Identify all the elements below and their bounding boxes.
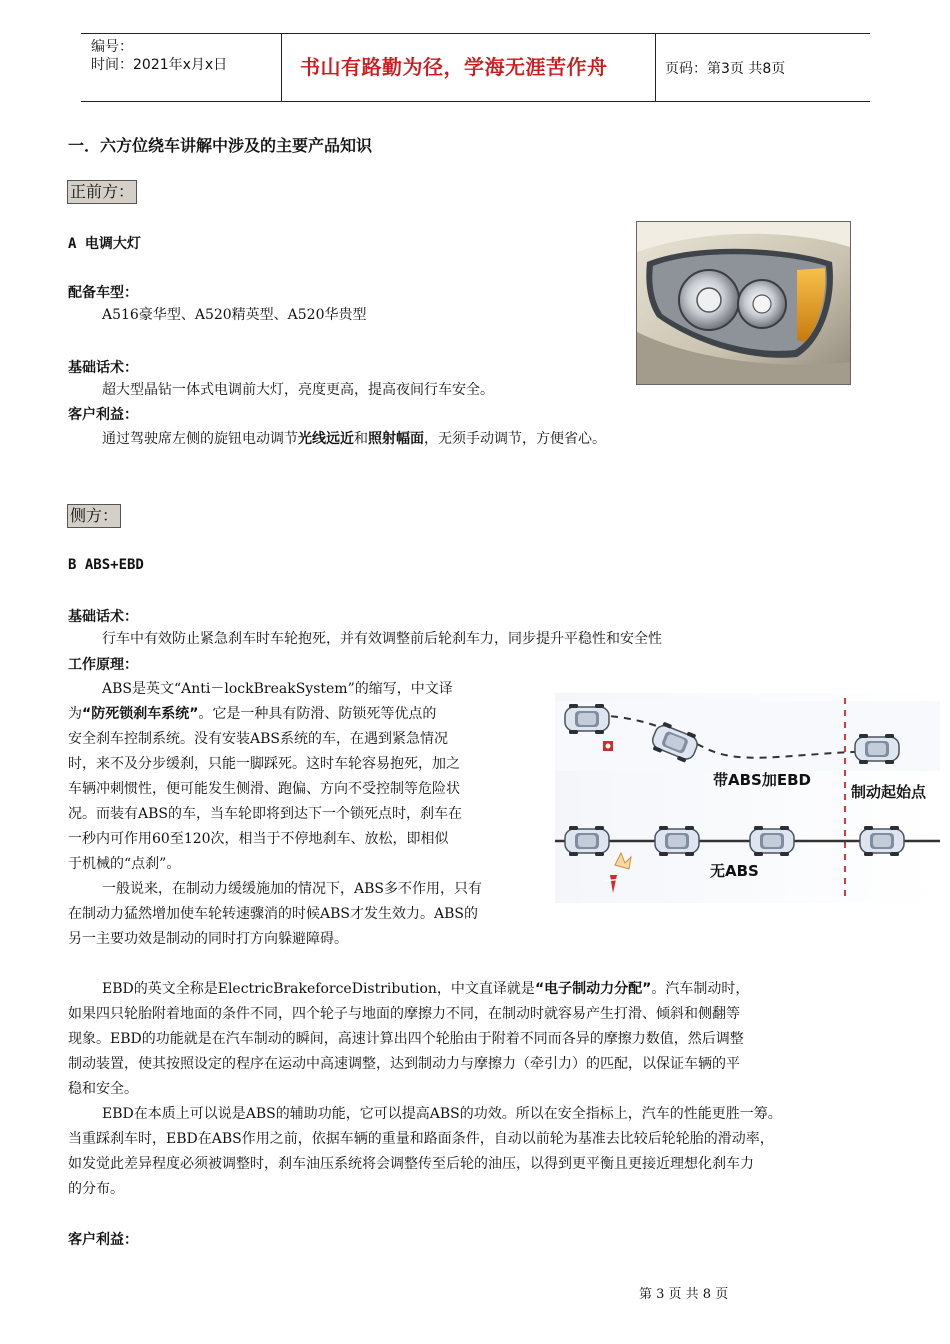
abs-line-4: 时，来不及分步缓刹，只能一脚踩死。这时车轮容易抱死，加之 xyxy=(68,756,460,772)
abs-line-3: 安全刹车控制系统。没有安装ABS系统的车，在遇到紧急情况 xyxy=(68,731,448,747)
page-footer: 第 3 页 共 8 页 xyxy=(639,1287,729,1302)
abs-line-9: 一般说来，在制动力缓缓施加的情况下，ABS多不作用，只有 xyxy=(102,881,482,897)
abs-line-2: 为“防死锁刹车系统”。它是一种具有防滑、防锁死等优点的 xyxy=(68,706,437,722)
ebd-line-8: 如发觉此差异程度必须被调整时，刹车油压系统将会调整传至后轮的油压，以得到更平衡且更接近理想化刹车力 xyxy=(68,1156,754,1172)
front-item-title: A 电调大灯 xyxy=(68,236,141,252)
models-label: 配备车型： xyxy=(68,285,138,301)
ebd-line-9: 的分布。 xyxy=(68,1181,124,1197)
label-brake-start: 制动起始点 xyxy=(851,783,927,801)
time-label: 时间：2021年x月x日 xyxy=(91,57,228,73)
side-talk-text: 行车中有效防止紧急刹车时车轮抱死，并有效调整前后轮刹车力，同步提升平稳性和安全性 xyxy=(102,631,662,647)
abs-line-1: ABS是英文“Anti－lockBreakSystem”的缩写，中文译 xyxy=(102,681,453,697)
front-talk-label: 基础话术： xyxy=(68,360,138,376)
abs-line-11: 另一主要功效是制动的同时打方向躲避障碍。 xyxy=(68,931,348,947)
motto: 书山有路勤为径，学海无涯苦作舟 xyxy=(300,55,608,79)
ebd-line-7: 当重踩刹车时，EBD在ABS作用之前，依据车辆的重量和路面条件，自动以前轮为基准去比较后轮轮胎的滑动率， xyxy=(68,1131,774,1147)
page-label: 页码：第3页 共8页 xyxy=(665,61,786,77)
side-heading: 侧方： xyxy=(67,504,121,528)
label-abs-ebd: 带ABS加EBD xyxy=(713,771,811,789)
front-benefit-label: 客户利益： xyxy=(68,407,138,423)
section-title: 一．六方位绕车讲解中涉及的主要产品知识 xyxy=(68,136,373,155)
abs-line-7: 一秒内可作用60至120次，相当于不停地刹车、放松，即相似 xyxy=(68,831,449,847)
abs-diagram xyxy=(555,693,940,903)
abs-line-5: 车辆冲刺惯性，便可能发生侧滑、跑偏、方向不受控制等危险状 xyxy=(68,781,460,797)
ebd-line-4: 制动装置，使其按照设定的程序在运动中高速调整，达到制动力与摩擦力（牵引力）的匹配，以保证车辆的平 xyxy=(68,1056,740,1072)
code-label: 编号： xyxy=(91,39,133,55)
front-heading: 正前方： xyxy=(67,180,137,204)
side-talk-label: 基础话术： xyxy=(68,609,138,625)
headlamp-photo xyxy=(636,221,851,385)
front-talk-text: 超大型晶钻一体式电调前大灯，亮度更高，提高夜间行车安全。 xyxy=(102,382,494,398)
ebd-line-5: 稳和安全。 xyxy=(68,1081,138,1097)
side-benefit-label: 客户利益： xyxy=(68,1232,138,1248)
abs-line-8: 于机械的“点刹”。 xyxy=(68,856,181,872)
models-text: A516豪华型、A520精英型、A520华贵型 xyxy=(102,307,367,323)
ebd-line-3: 现象。EBD的功能就是在汽车制动的瞬间，高速计算出四个轮胎由于附着不同而各异的摩擦力数值，然后调整 xyxy=(68,1031,744,1047)
abs-line-10: 在制动力猛然增加使车轮转速骤消的时候ABS才发生效力。ABS的 xyxy=(68,906,478,922)
side-item-title: B ABS+EBD xyxy=(68,557,144,573)
ebd-line-6: EBD在本质上可以说是ABS的辅助功能，它可以提高ABS的功效。所以在安全指标上，汽车的性能更胜一筹。 xyxy=(102,1106,782,1122)
ebd-line-2: 如果四只轮胎附着地面的条件不同，四个轮子与地面的摩擦力不同，在制动时就容易产生打滑、倾斜和侧翻等 xyxy=(68,1006,740,1022)
abs-line-6: 况。而装有ABS的车，当车轮即将到达下一个锁死点时，刹车在 xyxy=(68,806,462,822)
ebd-line-1: EBD的英文全称是ElectricBrakeforceDistribution，中文直译就是“电子制动力分配”。汽车制动时， xyxy=(102,981,750,997)
front-benefit-text: 通过驾驶席左侧的旋钮电动调节光线远近和照射幅面，无须手动调节，方便省心。 xyxy=(102,431,606,447)
label-no-abs: 无ABS xyxy=(710,862,759,880)
principle-label: 工作原理： xyxy=(68,657,138,673)
